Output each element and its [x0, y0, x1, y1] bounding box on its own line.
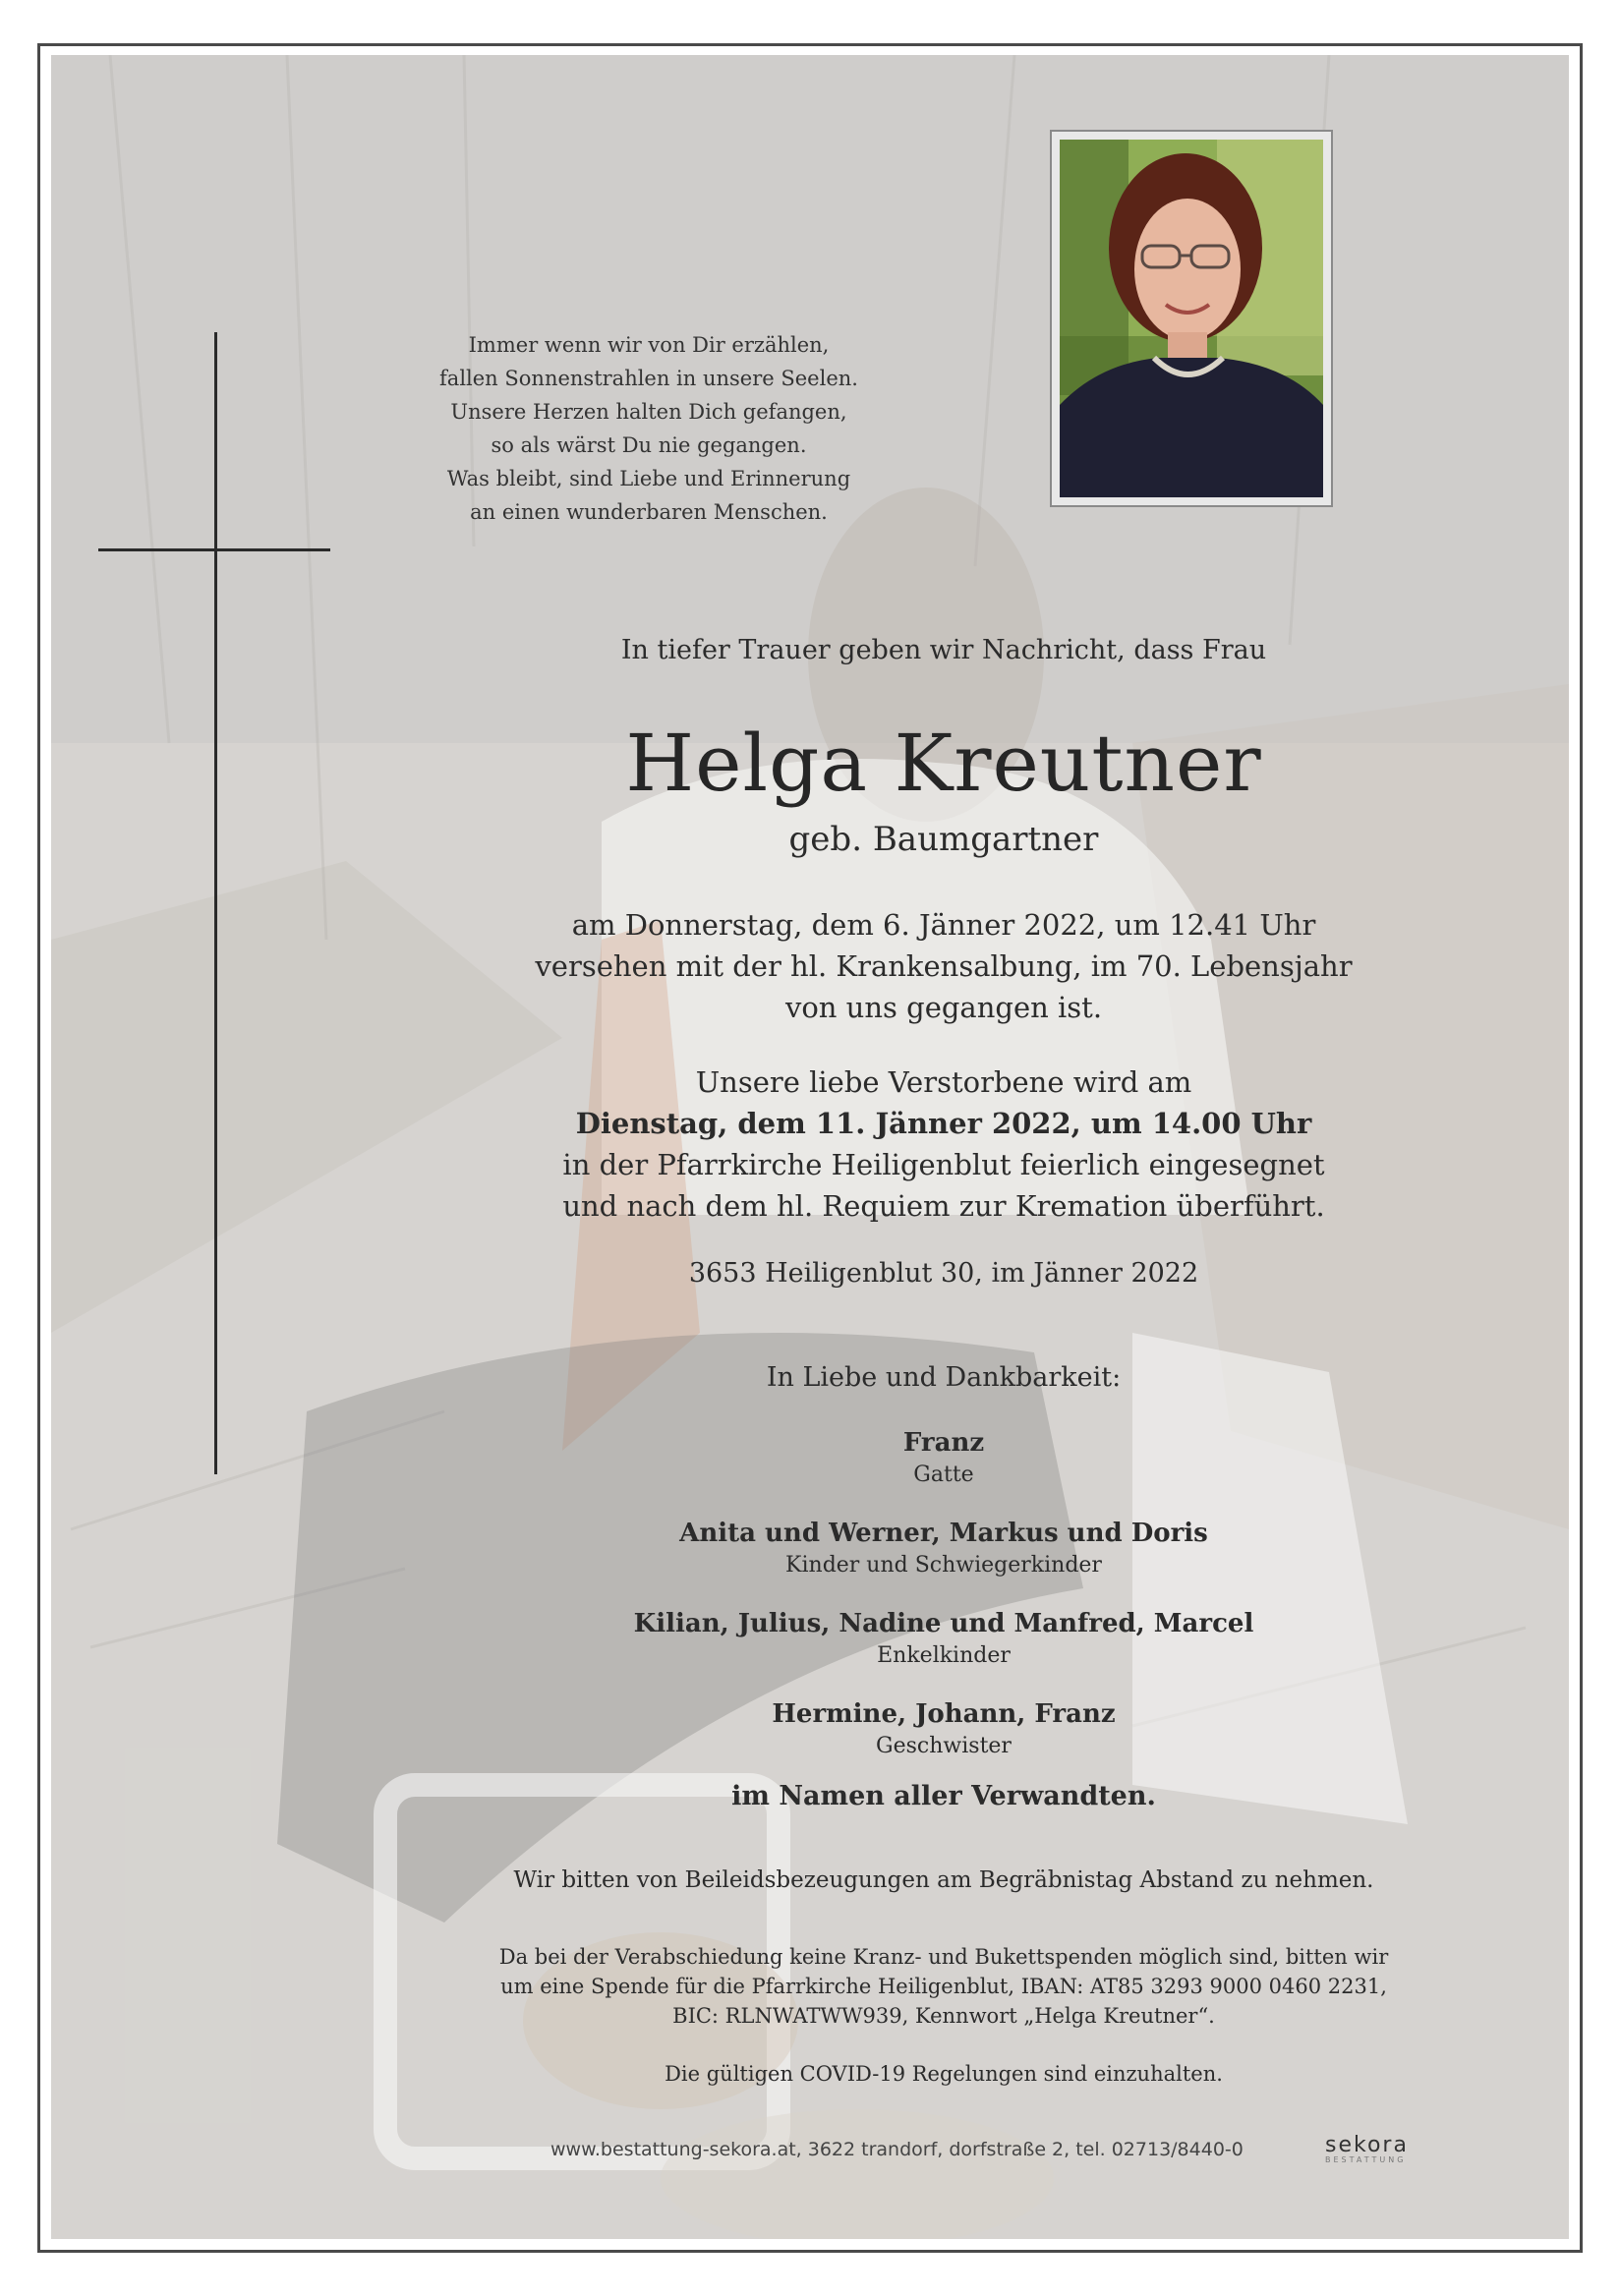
donation-note	[492, 1942, 1396, 2031]
logo-word: sekora	[1325, 2133, 1409, 2157]
cross-horizontal	[98, 548, 330, 551]
death-line: versehen mit der hl. Krankensalbung, im 70. Lebensjahr	[535, 949, 1353, 983]
death-line: am Donnerstag, dem 6. Jänner 2022, um 12.41 Uhr	[571, 908, 1316, 942]
funeral-line: Unsere liebe Verstorbene wird am	[695, 1065, 1192, 1099]
mourner-names: Franz	[902, 1428, 985, 1458]
covid-note: Die gültigen COVID-19 Regelungen sind einzuhalten.	[665, 2062, 1223, 2086]
mourner-relation: Geschwister	[876, 1734, 1012, 1758]
birth-name: geb. Baumgartner	[788, 820, 1099, 859]
poem	[433, 328, 865, 529]
cross-vertical	[214, 332, 217, 1474]
logo-subtitle: BESTATTUNG	[1325, 2155, 1407, 2164]
donation-line: BIC: RLNWATWW939, Kennwort „Helga Kreutner“.	[672, 2004, 1215, 2028]
footer-contact: www.bestattung-sekora.at, 3622 trandorf, dorfstraße 2, tel. 02713/8440-0	[550, 2139, 1244, 2160]
deceased-name: Helga Kreutner	[625, 718, 1262, 809]
death-notice	[492, 904, 1396, 1028]
all-relatives: im Namen aller Verwandten.	[731, 1781, 1156, 1811]
poem-line: Immer wenn wir von Dir erzählen,	[468, 333, 830, 357]
intro-text: In tiefer Trauer geben wir Nachricht, dass Frau	[620, 635, 1267, 665]
mourner-names: Kilian, Julius, Nadine und Manfred, Marcel	[633, 1609, 1254, 1638]
poem-line: Unsere Herzen halten Dich gefangen,	[450, 400, 847, 424]
donation-line: Da bei der Verabschiedung keine Kranz- und Bukettspenden möglich sind, bitten wir	[498, 1945, 1389, 1969]
poem-line: an einen wunderbaren Menschen.	[470, 500, 828, 524]
condolence-note: Wir bitten von Beileidsbezeugungen am Begräbnistag Abstand zu nehmen.	[513, 1867, 1374, 1893]
poem-line: fallen Sonnenstrahlen in unsere Seelen.	[439, 367, 858, 390]
place-date: 3653 Heiligenblut 30, im Jänner 2022	[688, 1258, 1199, 1289]
thanks-heading: In Liebe und Dankbarkeit:	[766, 1362, 1122, 1393]
funeral-line: in der Pfarrkirche Heiligenblut feierlich eingesegnet	[562, 1148, 1325, 1181]
mourner-relation: Enkelkinder	[877, 1643, 1011, 1668]
sekora-logo	[1325, 2133, 1409, 2164]
funeral-notice	[492, 1062, 1396, 1227]
mourners-list	[492, 1425, 1396, 1787]
donation-line: um eine Spende für die Pfarrkirche Heiligenblut, IBAN: AT85 3293 9000 0460 2231,	[500, 1975, 1387, 1998]
death-line: von uns gegangen ist.	[784, 991, 1103, 1024]
mourner-relation: Kinder und Schwiegerkinder	[785, 1553, 1102, 1578]
portrait-photo	[1050, 130, 1333, 507]
mourner-relation: Gatte	[913, 1463, 974, 1487]
funeral-date: Dienstag, dem 11. Jänner 2022, um 14.00 Uhr	[575, 1107, 1312, 1140]
poem-line: Was bleibt, sind Liebe und Erinnerung	[446, 467, 851, 490]
mourner-names: Hermine, Johann, Franz	[772, 1699, 1116, 1729]
funeral-line: und nach dem hl. Requiem zur Kremation überführt.	[562, 1189, 1325, 1223]
mourner-names: Anita und Werner, Markus und Doris	[679, 1519, 1208, 1548]
poem-line: so als wärst Du nie gegangen.	[491, 433, 807, 457]
